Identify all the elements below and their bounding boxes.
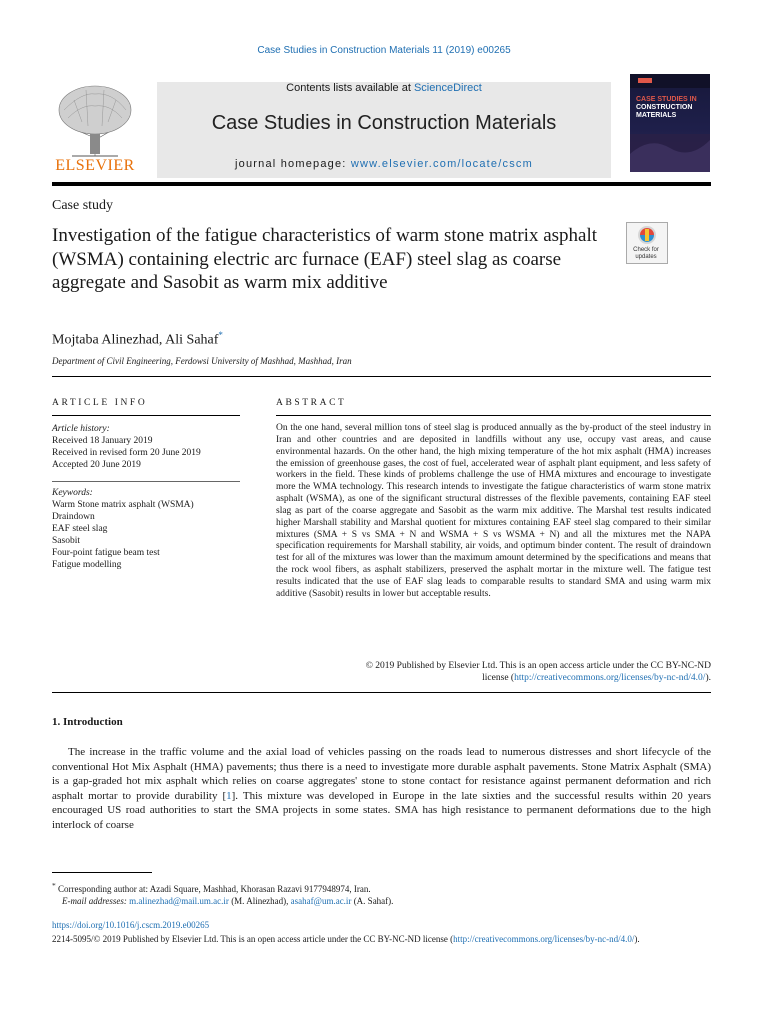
- corresponding-author-footnote: * Corresponding author at: Azadi Square, Mashhad, Khorasan Razavi 9177948974, Iran. E-mail addresses: m.alinezhad@mail.um.ac.ir (M. Alinezhad), asahaf@um.ac.ir (A. Sahaf).: [52, 881, 394, 906]
- article-info-heading: ARTICLE INFO: [52, 398, 148, 408]
- history-label: Article history:: [52, 424, 110, 434]
- abstract-heading: ABSTRACT: [276, 398, 347, 408]
- keyword: Four-point fatigue beam test: [52, 548, 160, 558]
- elsevier-wordmark: ELSEVIER: [55, 157, 135, 174]
- keyword: Warm Stone matrix asphalt (WSMA): [52, 500, 194, 510]
- abstract-end-rule: [52, 692, 711, 693]
- author-affiliation: Department of Civil Engineering, Ferdowsi University of Mashhad, Mashhad, Iran: [52, 356, 352, 366]
- reference-link[interactable]: 1: [226, 789, 232, 802]
- keyword: Fatigue modelling: [52, 560, 122, 570]
- journal-homepage-link[interactable]: www.elsevier.com/locate/cscm: [350, 158, 533, 170]
- header-rule: [52, 182, 711, 186]
- journal-cover-image: [630, 74, 710, 172]
- article-info-rule: [52, 415, 240, 416]
- contents-available-line: Contents lists available at ScienceDirect: [286, 82, 482, 94]
- article-info-divider: [52, 481, 240, 482]
- journal-title: Case Studies in Construction Materials: [211, 112, 557, 134]
- introduction-heading: 1. Introduction: [52, 716, 123, 728]
- history-item: Accepted 20 June 2019: [52, 460, 141, 470]
- footnote-rule: [52, 872, 152, 873]
- keyword: EAF steel slag: [52, 524, 108, 534]
- email-link[interactable]: asahaf@um.ac.ir: [290, 896, 352, 906]
- introduction-paragraph: The increase in the traffic volume and the axial load of vehicles passing on the roads lead to numerous distresses and short lifecycle of the conventional Hot Mix Asphalt (HMA) pavements; thus there is a need to investigate more durable asphalt pavements. Stone Matrix Asphalt (SMA) is a gap-graded hot mix asphalt which relies on coarse aggregates' stone to stone contact for resistance against permanent deformation and rich asphalt mortar to provide durability [1]. This mixture was developed in Europe in the late sixties and the successful results within 20 years encouraged US road authorities to start the SMA projects in some states. SMA has high resistance to permanent deformations due to the high interlock of coarse: [52, 746, 712, 831]
- article-type: Case study: [52, 198, 114, 213]
- author-list: Mojtaba Alinezhad, Ali Sahaf*: [52, 330, 223, 348]
- article-title: Investigation of the fatigue characteristics of warm stone matrix asphalt (WSMA) containing electric arc furnace (EAF) steel slag as coarse aggregate and Sasobit as warm mix additive: [52, 225, 598, 293]
- sciencedirect-link[interactable]: ScienceDirect: [413, 82, 482, 94]
- keywords-list: [52, 487, 242, 571]
- section-rule: [52, 376, 711, 377]
- check-for-updates-label: Check for updates: [633, 247, 659, 260]
- email-link[interactable]: m.alinezhad@mail.um.ac.ir: [129, 896, 229, 906]
- license-link[interactable]: http://creativecommons.org/licenses/by-nc-nd/4.0/: [453, 934, 635, 944]
- corresponding-author-mark[interactable]: *: [218, 330, 223, 340]
- issn-copyright-line: 2214-5095/© 2019 Published by Elsevier Ltd. This is an open access article under the CC BY-NC-ND license (http://creativecommons.org/licenses/by-nc-nd/4.0/).: [52, 934, 640, 944]
- history-item: Received in revised form 20 June 2019: [52, 448, 201, 458]
- doi-link[interactable]: https://doi.org/10.1016/j.cscm.2019.e00265: [52, 920, 210, 930]
- license-link[interactable]: http://creativecommons.org/licenses/by-nc-nd/4.0/: [514, 672, 706, 683]
- article-history: [52, 423, 242, 471]
- journal-reference-link[interactable]: Case Studies in Construction Materials 11 (2019) e00265: [257, 45, 511, 56]
- keywords-label: Keywords:: [52, 488, 93, 498]
- history-item: Received 18 January 2019: [52, 436, 153, 446]
- abstract-copyright: © 2019 Published by Elsevier Ltd. This is an open access article under the CC BY-NC-ND license (http://creativecommons.org/licenses/by-nc-nd/4.0/).: [365, 661, 711, 683]
- abstract-text: On the one hand, several million tons of steel slag is produced annually as the by-product of the steel industry in Iran and other countries and are deposited in landfills without any use, occupy vast areas, and cause environmental hazards. On the other hand, the high mixing temperature of the hot mix asphalt (HMA) increases the emission of greenhouse gases, the cost of fuel, accelerated wear of asphalt plant equipment, and less safety of workers in the field. These kinds of problems challenge the use of HMA mixtures and encourage to investigate more the WMA technology. This research intends to investigate the fatigue characteristics of warm stone matrix asphalt (WSMA), as one of the significant structural distresses of the flexible pavements, containing EAF steel slag as part of the coarse aggregate and Sasobit as the warm mix additive. The Marshal test results indicated higher Marshall stability and Marshal quotient for mixtures containing EAF steel slag compared to their similar mixtures (SMA + S vs SMA + N and WSMA + S vs WSMA + N) and all the mixtures met the NAPA specification requirements for Marshall stability, air voids, and optimum binder content. The result of draindown test for all of the mixtures was lower than the maximum amount determined by the specifications and means that the rock wool fibers, as asphalt stabilizers, preserved the asphalt mortar in the mixture well. The fatigue test results indicated that the use of EAF slag leads to comparable results to standard SMA and using warm mix additive (Sasobit) results in lower but acceptable results.: [276, 423, 711, 599]
- keyword: Sasobit: [52, 536, 80, 546]
- cover-title: CASE STUDIES IN CONSTRUCTION MATERIALS: [636, 96, 697, 119]
- keyword: Draindown: [52, 512, 95, 522]
- journal-homepage-line: journal homepage: www.elsevier.com/locate/cscm: [235, 158, 533, 170]
- crossmark-icon: [627, 223, 667, 247]
- abstract-rule: [276, 415, 711, 416]
